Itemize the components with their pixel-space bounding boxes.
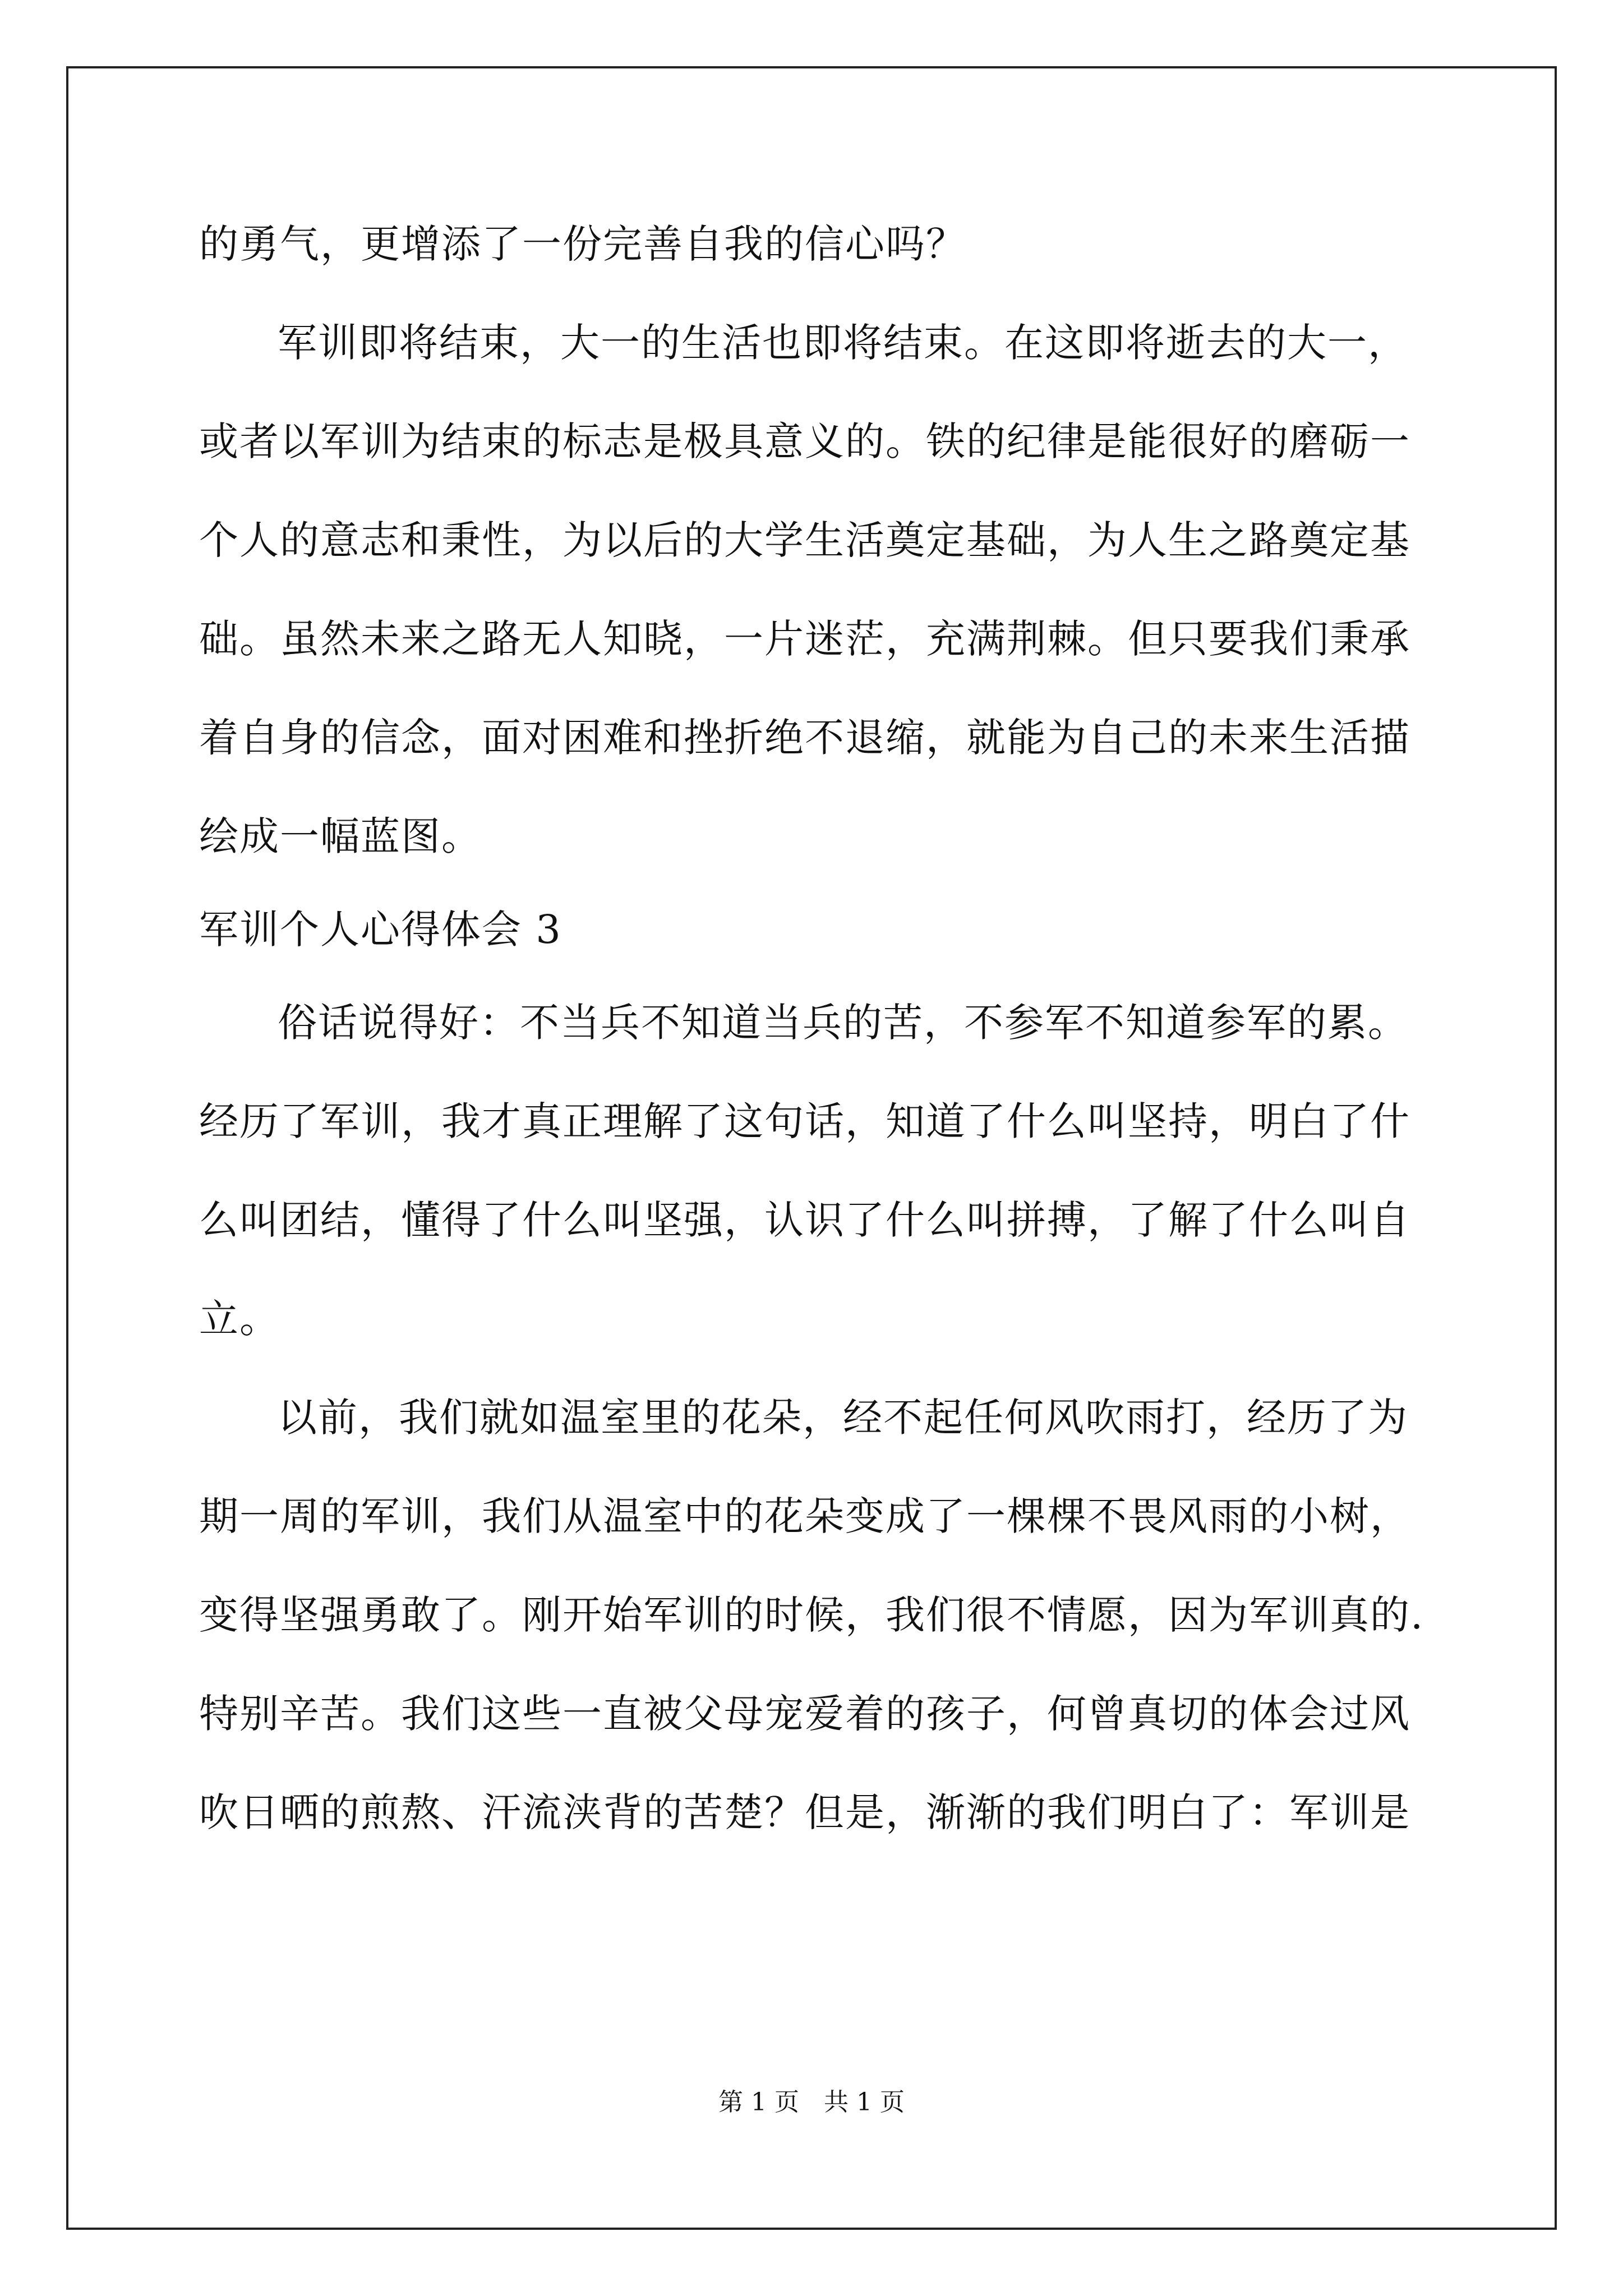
text-line: 或者以军训为结束的标志是极具意义的。铁的纪律是能很好的磨砺一 bbox=[199, 418, 1410, 464]
text-line: 特别辛苦。我们这些一直被父母宠爱着的孩子，何曾真切的体会过风 bbox=[199, 1691, 1410, 1737]
text-line: 期一周的军训，我们从温室中的花朵变成了一棵棵不畏风雨的小树， bbox=[199, 1493, 1410, 1539]
text-line: 础。虽然未来之路无人知晓，一片迷茫，充满荆棘。但只要我们秉承 bbox=[199, 616, 1410, 662]
text-line: 着自身的信念，面对困难和挫折绝不退缩，就能为自己的未来生活描 bbox=[199, 715, 1410, 761]
text-line: 变得坚强勇敢了。刚开始军训的时候，我们很不情愿，因为军训真的. bbox=[199, 1592, 1424, 1638]
text-line: 的勇气，更增添了一份完善自我的信心吗？ bbox=[199, 221, 966, 267]
text-line: 个人的意志和秉性，为以后的大学生活奠定基础，为人生之路奠定基 bbox=[199, 517, 1410, 563]
page-footer: 第 1 页 共 1 页 bbox=[718, 2088, 905, 2116]
text-line: 立。 bbox=[199, 1296, 280, 1342]
text-line: 经历了军训，我才真正理解了这句话，知道了什么叫坚持，明白了什 bbox=[199, 1098, 1410, 1144]
text-line: 吹日晒的煎熬、汗流浃背的苦楚？但是，渐渐的我们明白了：军训是 bbox=[199, 1789, 1410, 1835]
text-line: 以前，我们就如温室里的花朵，经不起任何风吹雨打，经历了为 bbox=[278, 1395, 1408, 1441]
section-heading: 军训个人心得体会 3 bbox=[199, 907, 562, 953]
text-line: 军训即将结束，大一的生活也即将结束。在这即将逝去的大一， bbox=[278, 320, 1408, 366]
text-line: 绘成一幅蓝图。 bbox=[199, 813, 482, 859]
text-line: 俗话说得好：不当兵不知道当兵的苦，不参军不知道参军的累。 bbox=[278, 1000, 1408, 1046]
text-line: 么叫团结，懂得了什么叫坚强，认识了什么叫拼搏，了解了什么叫自 bbox=[199, 1197, 1410, 1243]
page-border bbox=[66, 66, 1557, 2230]
